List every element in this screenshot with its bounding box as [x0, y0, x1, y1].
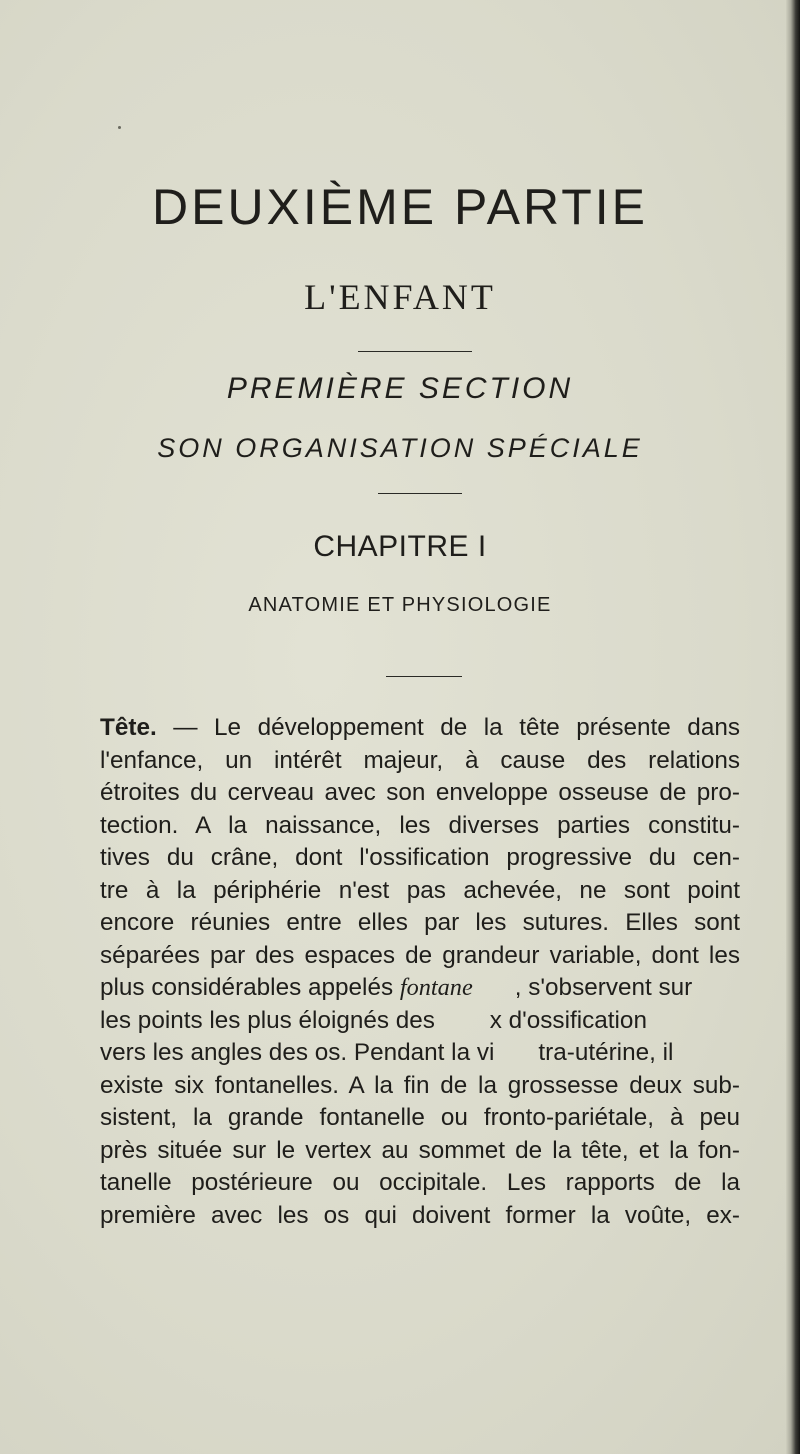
- text-line: [100, 972, 740, 1005]
- text-line: [100, 1005, 740, 1038]
- chapter-title: CHAPITRE I: [313, 530, 487, 563]
- section-title: PREMIÈRE SECTION: [226, 372, 574, 405]
- text-line: encore réunies entre elles par les sutures. Elles sont: [100, 909, 740, 936]
- divider-1: [358, 351, 472, 352]
- divider-3: [386, 676, 462, 677]
- text-line-content: , s'observent sur: [514, 974, 693, 1001]
- body-paragraph: [100, 712, 740, 1232]
- text-line: tanelle postérieure ou occipitale. Les rapports de la: [100, 1169, 740, 1196]
- speck: [118, 126, 121, 129]
- text-line-content: les points les plus éloignés des: [100, 1006, 442, 1034]
- text-line-content: x d'ossification: [489, 1006, 647, 1034]
- text-line: [100, 1037, 740, 1070]
- text-line-content: plus considérables appelés: [100, 974, 400, 1001]
- divider-2: [378, 493, 462, 494]
- text-line-content: tra-utérine, il: [538, 1039, 674, 1066]
- text-line: existe six fontanelles. A la fin de la grossesse deux sub-: [100, 1071, 740, 1099]
- text-line: près située sur le vertex au sommet de la tête, et la fon-: [100, 1136, 740, 1164]
- text-line: étroites du cerveau avec son enveloppe osseuse de pro-: [100, 779, 740, 806]
- text-line: l'enfance, un intérêt majeur, à cause des relations: [100, 746, 740, 774]
- chapter-subtitle: ANATOMIE ET PHYSIOLOGIE: [248, 594, 552, 616]
- text-line: première avec les os qui doivent former la voûte, ex-: [100, 1201, 740, 1229]
- part-title: DEUXIÈME PARTIE: [151, 179, 649, 235]
- text-line: tection. A la naissance, les diverses parties constitu-: [100, 811, 740, 839]
- paragraph-lead: Tête.: [100, 714, 157, 741]
- text-line: sistent, la grande fontanelle ou fronto-pariétale, à peu: [100, 1104, 740, 1131]
- italic-term: fontane: [399, 974, 473, 1001]
- text-line-content: vers les angles des os. Pendant la vi: [100, 1039, 495, 1066]
- section-subtitle: SON ORGANISATION SPÉCIALE: [157, 433, 643, 463]
- text-line: séparées par des espaces de grandeur variable, dont les: [100, 941, 740, 969]
- text-line: tives du crâne, dont l'ossification progressive du cen-: [100, 844, 740, 871]
- text-line-content: — Le développement de la tête présente dans: [156, 714, 740, 741]
- text-line: [100, 712, 740, 745]
- text-line: tre à la périphérie n'est pas achevée, ne sont point: [100, 876, 740, 904]
- part-subtitle: L'ENFANT: [304, 277, 496, 317]
